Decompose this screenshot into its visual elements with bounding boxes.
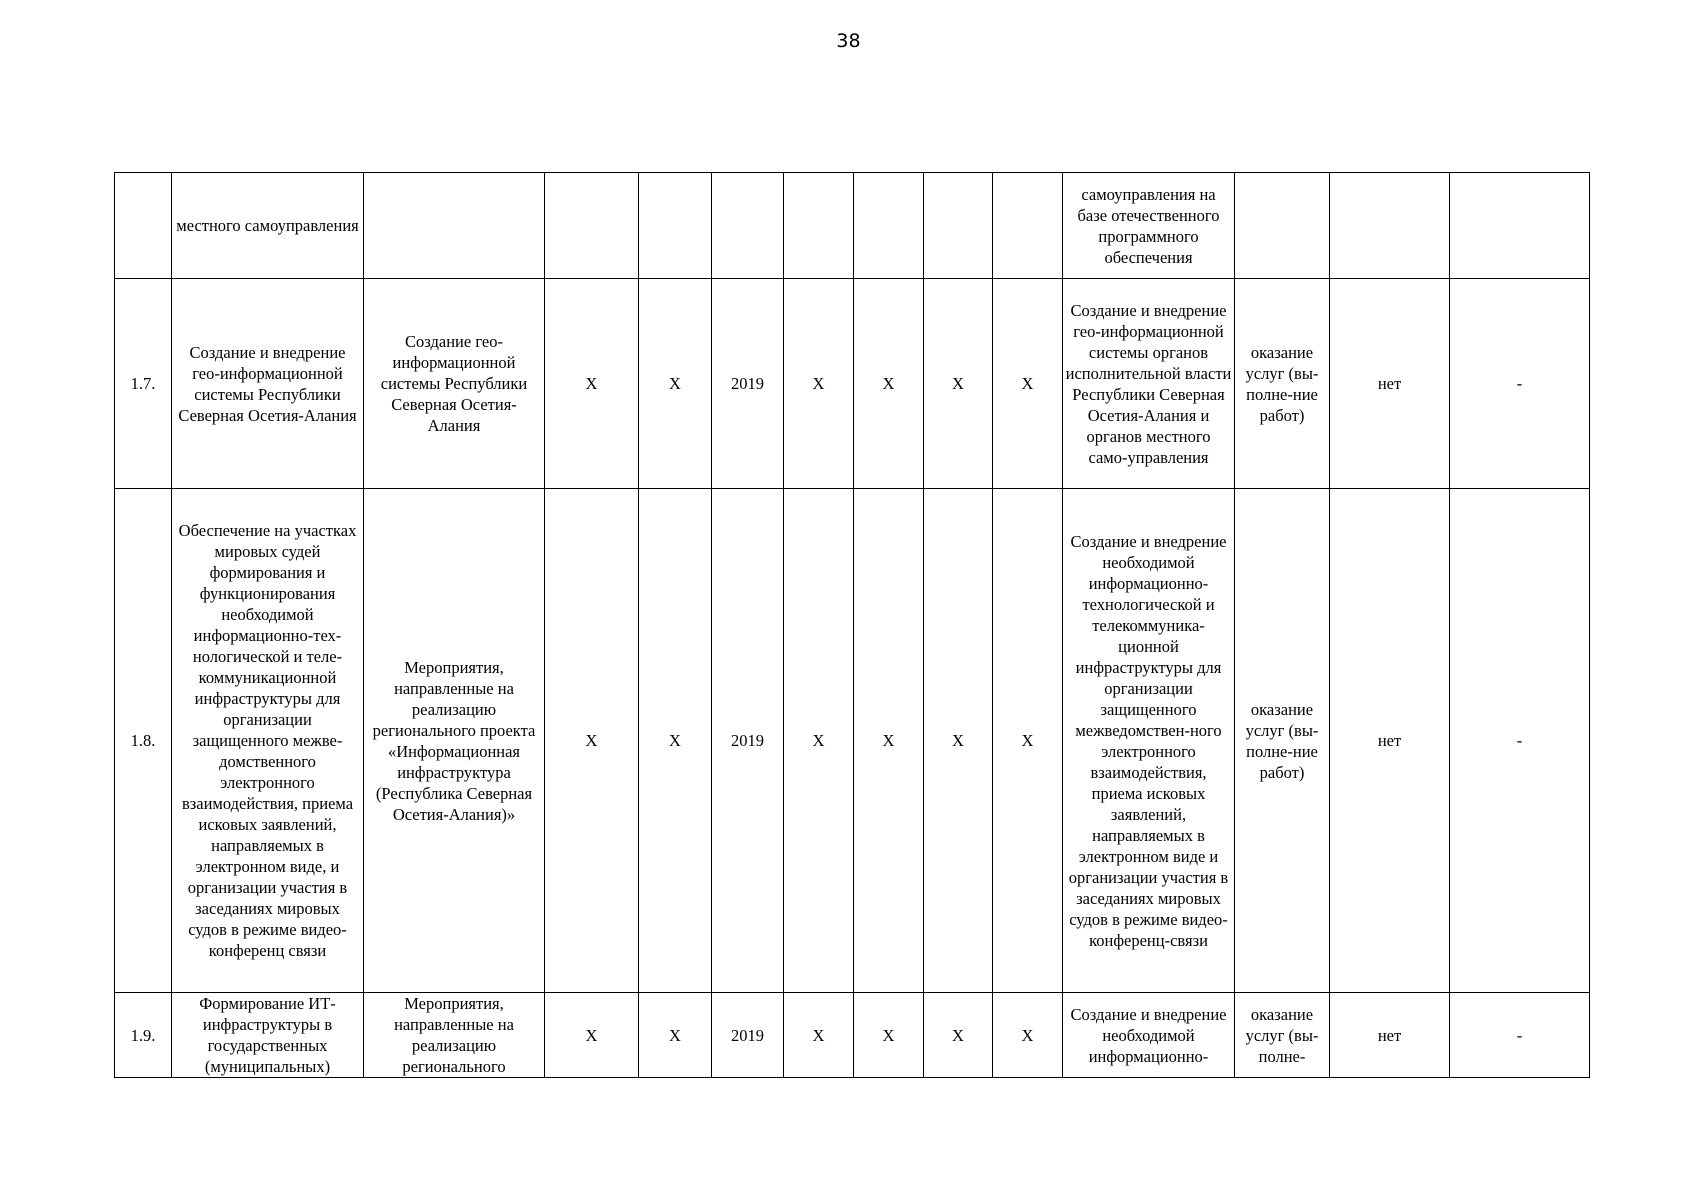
table-row — [115, 279, 1590, 489]
cell-flag — [1330, 173, 1450, 279]
cell-c2: Х — [639, 489, 712, 993]
cell-c3: 2019 — [712, 993, 784, 1078]
table-row — [115, 173, 1590, 279]
cell-name: местного самоуправления — [172, 173, 364, 279]
cell-name: Формирование ИТ-инфраструктуры в государственных (муниципальных) — [172, 993, 364, 1078]
cell-basis: Создание гео-информационной системы Республики Северная Осетия-Алания — [364, 279, 545, 489]
cell-c4: Х — [784, 489, 854, 993]
cell-c4: Х — [784, 993, 854, 1078]
cell-c5 — [854, 173, 924, 279]
cell-note: - — [1450, 993, 1590, 1078]
cell-c3: 2019 — [712, 489, 784, 993]
table-row — [115, 993, 1590, 1078]
cell-result: Создание и внедрение необходимой информационно-технологической и телекоммуника-ционной инфраструктуры для организации защищенного межведомствен-ного электронного взаимодействия, приема исковых заявлений, направляемых в электронном виде и организации участия в заседаниях мировых судов в режиме видео-конференц-связи — [1063, 489, 1235, 993]
cell-num — [115, 173, 172, 279]
cell-flag: нет — [1330, 993, 1450, 1078]
cell-c6: Х — [924, 993, 993, 1078]
cell-result: Создание и внедрение гео-информационной системы органов исполнительной власти Республики Северная Осетия-Алания и органов местного само-управления — [1063, 279, 1235, 489]
cell-c4: Х — [784, 279, 854, 489]
cell-c2: Х — [639, 993, 712, 1078]
cell-c5: Х — [854, 993, 924, 1078]
cell-c2: Х — [639, 279, 712, 489]
cell-num: 1.7. — [115, 279, 172, 489]
cell-type: оказание услуг (вы-полне-ние работ) — [1235, 489, 1330, 993]
cell-c1: Х — [545, 279, 639, 489]
cell-c6: Х — [924, 489, 993, 993]
cell-c1: Х — [545, 489, 639, 993]
cell-type — [1235, 173, 1330, 279]
cell-c7: Х — [993, 489, 1063, 993]
cell-c6 — [924, 173, 993, 279]
cell-c7: Х — [993, 279, 1063, 489]
cell-c2 — [639, 173, 712, 279]
cell-flag: нет — [1330, 279, 1450, 489]
cell-c3: 2019 — [712, 279, 784, 489]
page-number: 38 — [836, 30, 861, 52]
cell-type: оказание услуг (вы-полне- — [1235, 993, 1330, 1078]
cell-result: Создание и внедрение необходимой информационно- — [1063, 993, 1235, 1078]
cell-c1 — [545, 173, 639, 279]
cell-basis: Мероприятия, направленные на реализацию регионального проекта «Информационная инфраструктура (Республика Северная Осетия-Алания)» — [364, 489, 545, 993]
cell-basis: Мероприятия, направленные на реализацию регионального — [364, 993, 545, 1078]
cell-note — [1450, 173, 1590, 279]
cell-c5: Х — [854, 279, 924, 489]
cell-c4 — [784, 173, 854, 279]
cell-result: самоуправления на базе отечественного программного обеспечения — [1063, 173, 1235, 279]
cell-type: оказание услуг (вы-полне-ние работ) — [1235, 279, 1330, 489]
cell-num: 1.8. — [115, 489, 172, 993]
cell-c7: Х — [993, 993, 1063, 1078]
cell-c5: Х — [854, 489, 924, 993]
table-row — [115, 489, 1590, 993]
cell-c1: Х — [545, 993, 639, 1078]
cell-basis — [364, 173, 545, 279]
document-table — [114, 172, 1590, 1078]
cell-c7 — [993, 173, 1063, 279]
cell-note: - — [1450, 279, 1590, 489]
cell-flag: нет — [1330, 489, 1450, 993]
cell-num: 1.9. — [115, 993, 172, 1078]
cell-name: Создание и внедрение гео-информационной системы Республики Северная Осетия-Алания — [172, 279, 364, 489]
cell-c3 — [712, 173, 784, 279]
cell-c6: Х — [924, 279, 993, 489]
cell-name: Обеспечение на участках мировых судей формирования и функционирования необходимой информационно-тех-нологической и теле-коммуникационной инфраструктуры для организации защищенного межве-домственного электронного взаимодействия, приема исковых заявлений, направляемых в электронном виде, и организации участия в заседаниях мировых судов в режиме видео-конференц связи — [172, 489, 364, 993]
cell-note: - — [1450, 489, 1590, 993]
